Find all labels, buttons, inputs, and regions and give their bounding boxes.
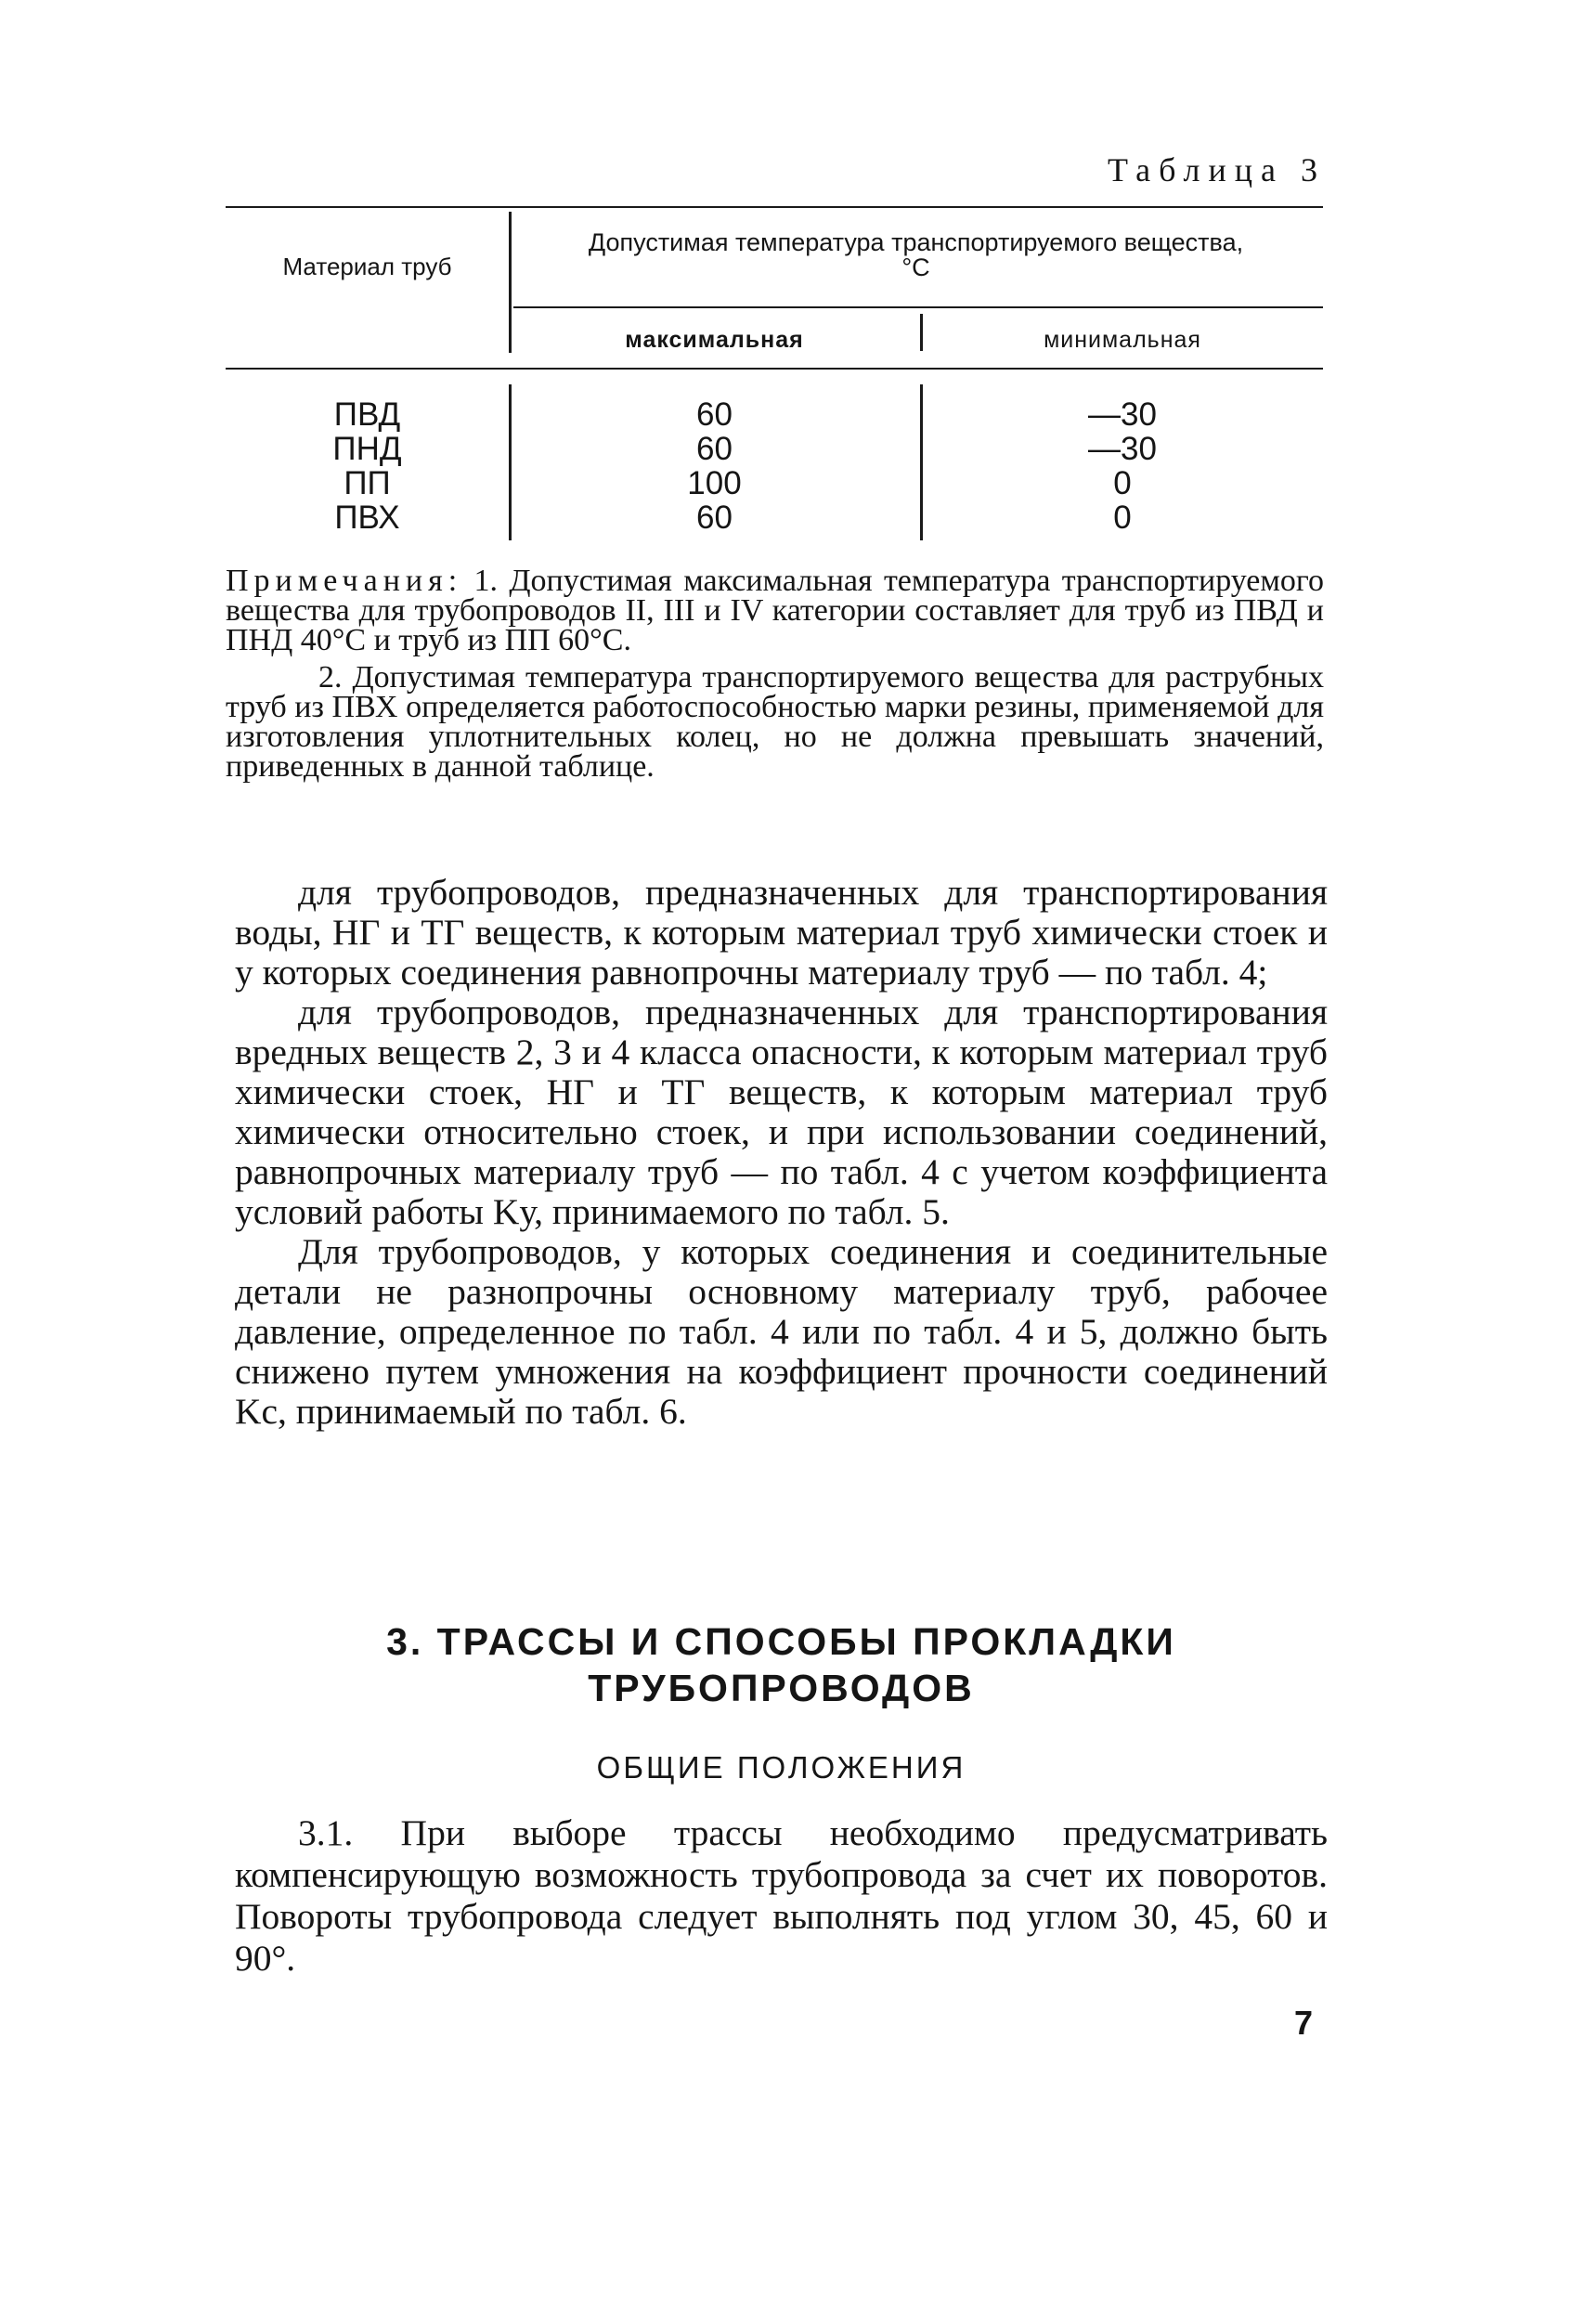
column-min	[922, 397, 1323, 535]
note-1	[226, 566, 1324, 656]
section-title	[235, 1618, 1328, 1711]
table-cell: 0	[1113, 500, 1132, 536]
table-cell: —30	[1088, 431, 1157, 467]
table-cell: 60	[696, 500, 733, 536]
table-cell: ПВД	[333, 396, 401, 433]
paragraph: для трубопроводов, предназначенных для транспортирования вредных веществ 2, 3 и 4 класса опасности, к которым материал труб химически стоек, НГ и ТГ веществ, к которым материал труб химически относительно стоек, и при использовании соединений, равнопрочных материалу труб — по табл. 4 с учетом коэффициента условий работы Kу, принимаемого по табл. 5.	[235, 992, 1328, 1232]
column-max	[509, 397, 920, 535]
table-header-divider	[513, 306, 1323, 308]
subsection-title: ОБЩИЕ ПОЛОЖЕНИЯ	[596, 1750, 966, 1785]
section-title-line: 3. ТРАССЫ И СПОСОБЫ ПРОКЛАДКИ	[386, 1620, 1176, 1663]
paragraph: 3.1. При выборе трассы необходимо предусматривать компенсирующую возможность трубопровода за счет их поворотов. Повороты трубопровода следует выполнять под углом 30, 45, 60 и 90°.	[235, 1812, 1328, 1979]
table-cell: ПНД	[332, 431, 402, 467]
notes-title: Примечания:	[226, 564, 463, 598]
table-notes	[226, 566, 1324, 782]
body-text	[235, 873, 1328, 1432]
header-material: Материал труб	[282, 252, 452, 280]
table-cell: ПВХ	[334, 500, 400, 536]
header-allowed-temperature: Допустимая температура транспортируемого вещества, °C	[588, 228, 1244, 281]
column-material	[226, 397, 509, 535]
table-header-bottom-rule	[226, 368, 1323, 370]
paragraph-3-1	[235, 1812, 1328, 1980]
table-cell: 60	[696, 431, 733, 467]
note-2: 2. Допустимая температура транспортируемого вещества для раструбных труб из ПВХ определяется работоспособностью марки резины, применяемой для изготовления уплотнительных колец, но не должна превышать значений, приведенных в данной таблице.	[226, 660, 1324, 784]
page-number: 7	[1294, 2004, 1314, 2042]
temperature-table	[226, 206, 1323, 559]
paragraph: для трубопроводов, предназначенных для транспортирования воды, НГ и ТГ веществ, к которым материал труб химически стоек и у которых соединения равнопрочны материалу труб — по табл. 4;	[235, 872, 1328, 993]
table-cell: —30	[1088, 396, 1157, 433]
table-cell: 0	[1113, 465, 1132, 501]
table-top-rule	[226, 206, 1323, 208]
table-cell: 60	[696, 396, 733, 433]
header-min: минимальная	[1044, 326, 1201, 353]
section-title-line: ТРУБОПРОВОДОВ	[588, 1667, 975, 1709]
note-1-text: 1. Допустимая максимальная температура транспортируемого вещества для трубопроводов II, III и IV категории составляет для труб из ПВД и ПНД 40°С и труб из ПП 60°С.	[226, 564, 1324, 657]
table-cell: ПП	[344, 465, 391, 501]
header-max: максимальная	[625, 326, 804, 353]
table-cell: 100	[687, 465, 742, 501]
paragraph: Для трубопроводов, у которых соединения и соединительные детали не разнопрочны основному материалу труб, рабочее давление, определенное по табл. 4 или по табл. 4 и 5, должно быть снижено путем умножения на коэффициент прочности соединений Kс, принимаемый по табл. 6.	[235, 1231, 1328, 1432]
table-label: Таблица 3	[1108, 151, 1326, 188]
